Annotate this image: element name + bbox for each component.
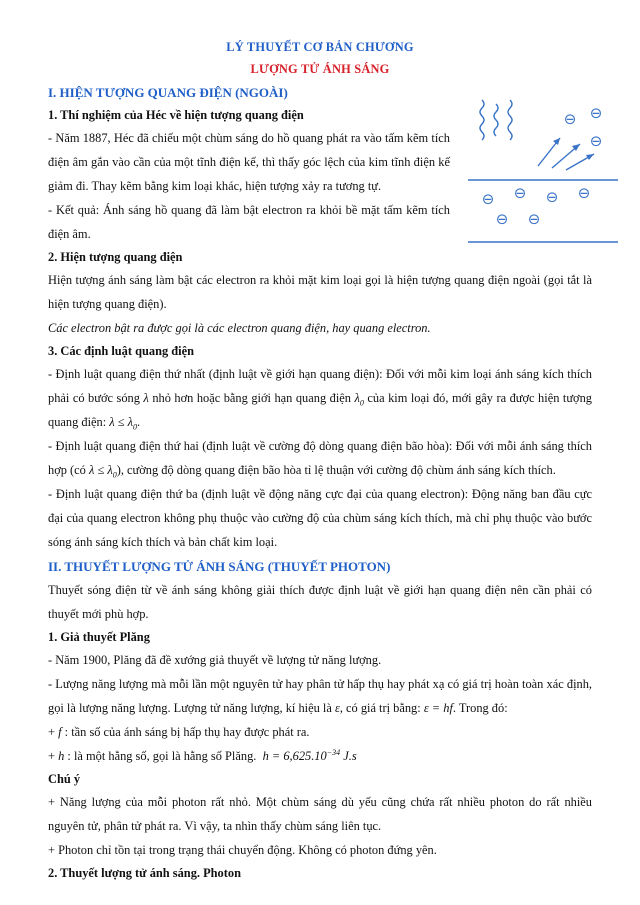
section2-intro-paragraph: Thuyết sóng điện từ về ánh sáng không giải thích được định luật về giới hạn quang điện nên cần phải có thuyết mới phù hợp. [48, 583, 592, 621]
bound-electron-3: ⊖ [545, 188, 559, 206]
energy-quantum-text-c: . Trong đó: [452, 701, 508, 715]
energy-quantum-text-b: , có giá trị bằng: [339, 701, 421, 715]
energy-quantum-text-a: - Lượng năng lượng mà mỗi lần một nguyên tử hay phân tử hấp thụ hay phát xạ có giá trị hoàn toàn xác định, gọi là lượng năng lượng. Lượng tử năng lượng, kí hiệu là [48, 677, 592, 715]
section1-sub1-heading: 1. Thí nghiệm của Héc về hiện tượng quang điện [48, 108, 304, 122]
document-title-line2: LƯỢNG TỬ ÁNH SÁNG [250, 62, 390, 76]
photoelectric-figure [468, 96, 618, 244]
section1-sub2-heading: 2. Hiện tượng quang điện [48, 250, 183, 264]
section1-sub3-heading: 3. Các định luật quang điện [48, 344, 194, 358]
second-law-paragraph [48, 434, 592, 482]
second-law-condition: $\lambda \le \lambda_0$ [88, 463, 117, 480]
hertz-result-paragraph: - Kết quả: Ánh sáng hồ quang đã làm bật electron ra khỏi bề mặt tấm kẽm tích điện âm. [48, 203, 450, 241]
f-symbol: f [58, 725, 62, 739]
bound-electron-4: ⊖ [577, 184, 591, 202]
epsilon-symbol: ε [334, 701, 340, 715]
first-law-text-b: nhỏ hơn hoặc bằng giới hạn quang điện [152, 391, 351, 405]
h-symbol: h [58, 749, 65, 763]
energy-formula: ε = hf [423, 701, 453, 715]
bound-electron-6: ⊖ [527, 210, 541, 228]
lambda0-symbol: $\lambda_0$ [354, 391, 364, 408]
note-paragraph-2: + Photon chỉ tồn tại trong trạng thái chuyển động. Không có photon đứng yên. [48, 843, 437, 857]
first-law-condition: $\lambda \le \lambda_0$ [109, 415, 137, 432]
document-title-line1: LÝ THUYẾT CƠ BẢN CHƯƠNG [226, 40, 414, 54]
light-wave-2 [494, 104, 498, 136]
planck-constant-value: $h = 6,625.10^{-34}$ J.s [262, 747, 357, 763]
ejected-electron-1: ⊖ [563, 110, 577, 128]
note-heading: Chú ý [48, 772, 81, 786]
bound-electron-2: ⊖ [513, 184, 527, 202]
note-paragraph-1: + Năng lượng của mỗi photon rất nhỏ. Một chùm sáng dù yếu cũng chứa rất nhiều photon do rất nhiều nguyên tử, phân tử phát ra. Vì vậy, ta nhìn thấy chùm sáng liên tục. [48, 795, 592, 833]
energy-quantum-paragraph [48, 672, 592, 720]
hertz-experiment-paragraph: - Năm 1887, Héc đã chiếu một chùm sáng do hồ quang phát ra vào tấm kẽm tích điện âm gắn vào cần của một tĩnh điện kế, thì thấy góc lệch của kim tĩnh điện kế giảm đi. Thay kẽm bằng kim loại khác, hiện tượng xảy ra tương tự. [48, 131, 450, 193]
planck-1900-paragraph: - Năm 1900, Plăng đã đề xướng giả thuyết về lượng tử năng lượng. [48, 653, 382, 667]
section1-heading: I. HIỆN TƯỢNG QUANG ĐIỆN (NGOÀI) [48, 85, 288, 100]
ejected-electron-3: ⊖ [589, 132, 603, 150]
section2-sub1-heading: 1. Giả thuyết Plăng [48, 630, 150, 644]
bound-electron-1: ⊖ [481, 190, 495, 208]
second-law-text-a: - Định luật quang điện thứ hai (định luật về cường độ dòng quang điện bão hòa): Đối với mỗi ánh sáng thích hợp (có [48, 439, 592, 477]
photoelectric-definition-paragraph: Hiện tượng ánh sáng làm bật các electron ra khỏi mặt kim loại gọi là hiện tượng quang điện ngoài (gọi tắt là hiện tượng quang điện). [48, 273, 592, 311]
section2-sub2-heading: 2. Thuyết lượng tử ánh sáng. Photon [48, 866, 241, 880]
lambda-symbol: λ [143, 391, 149, 405]
first-law-text-a: - Định luật quang điện thứ nhất (định luật về giới hạn quang điện): Đối với mỗi kim loại ánh sáng kích thích phải có bước sóng [48, 367, 592, 405]
first-law-text-c: của kim loại đó, mới gây ra được hiện tượng quang điện: [48, 391, 592, 429]
arrow-head-3 [586, 154, 594, 160]
bound-electron-5: ⊖ [495, 210, 509, 228]
photoelectron-note-paragraph: Các electron bật ra được gọi là các electron quang điện, hay quang electron. [48, 321, 431, 335]
frequency-line: + f : tần số của ánh sáng bị hấp thụ hay được phát ra. [48, 725, 310, 739]
light-wave-1 [480, 100, 484, 140]
arrow-head-1 [553, 138, 560, 145]
first-law-paragraph: - Định luật quang điện thứ nhất (định luật về giới hạn quang điện): Đối với mỗi kim loại ánh sáng kích thích phải có bước sóng λ nhỏ hơn hoặc bằng giới hạn quang điện $\lambda_0$ của kim loại đó, mới gây ra được hiện tượng quang điện: $\lambda \le \lambda_0$. [48, 367, 592, 432]
planck-constant-line: + h : là một hằng số, gọi là hằng số Plăng. $h = 6,625.10^{-34}$ J.s [48, 747, 357, 763]
third-law-paragraph: - Định luật quang điện thứ ba (định luật về động năng cực đại của quang electron): Động năng ban đầu cực đại của quang electron không phụ thuộc vào cường độ của chùm sáng kích thích, mà chỉ phụ thuộc vào bước sóng ánh sáng kích thích và bản chất kim loại. [48, 487, 592, 549]
section2-heading: II. THUYẾT LƯỢNG TỬ ÁNH SÁNG (THUYẾT PHOTON) [48, 559, 391, 574]
second-law-text-b: ), cường độ dòng quang điện bão hòa tỉ lệ thuận với cường độ chùm ánh sáng kích thích. [116, 463, 556, 477]
ejected-electron-2: ⊖ [589, 104, 603, 122]
light-wave-3 [508, 100, 512, 140]
